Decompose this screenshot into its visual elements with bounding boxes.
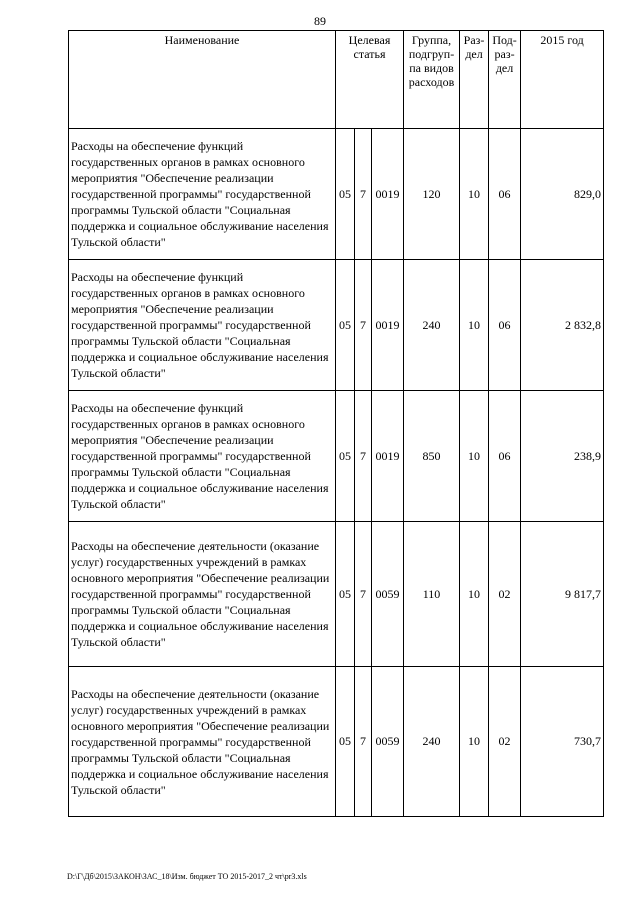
row-section: 10	[460, 391, 489, 522]
row-name: Расходы на обеспечение деятельности (оказание услуг) государственных учреждений в рамках основного мероприятия "Обеспечение реализации государственной программы" государственной программы Тульской области "Социальная поддержка и социальное обслуживание населения Тульской области"	[69, 667, 336, 817]
row-subsection: 02	[489, 522, 521, 667]
header-subsection: Под-раз-дел	[489, 31, 521, 129]
table-row	[69, 391, 604, 522]
row-name: Расходы на обеспечение функций государственных органов в рамках основного мероприятия "Обеспечение реализации государственной программы" государственной программы Тульской области "Социальная поддержка и социальное обслуживание населения Тульской области"	[69, 260, 336, 391]
row-subsection: 06	[489, 391, 521, 522]
row-group: 120	[404, 129, 460, 260]
budget-table	[68, 30, 604, 817]
row-section: 10	[460, 522, 489, 667]
row-section: 10	[460, 129, 489, 260]
row-amount: 829,0	[521, 129, 604, 260]
row-section: 10	[460, 260, 489, 391]
table-row	[69, 260, 604, 391]
row-cs3: 0019	[372, 129, 404, 260]
row-cs2: 7	[355, 129, 372, 260]
row-subsection: 06	[489, 129, 521, 260]
row-amount: 2 832,8	[521, 260, 604, 391]
footer-file-path: D:\Г\Дб\2015\ЗАКОН\ЗАС_18\Изм. бюджет ТО 2015-2017_2 чт\pr3.xls	[67, 872, 307, 881]
table-row	[69, 522, 604, 667]
table-row	[69, 667, 604, 817]
row-group: 240	[404, 260, 460, 391]
row-cs3: 0059	[372, 522, 404, 667]
row-cs2: 7	[355, 391, 372, 522]
row-cs2: 7	[355, 260, 372, 391]
row-section: 10	[460, 667, 489, 817]
header-year: 2015 год	[521, 31, 604, 129]
row-amount: 730,7	[521, 667, 604, 817]
row-amount: 9 817,7	[521, 522, 604, 667]
row-cs3: 0059	[372, 667, 404, 817]
row-amount: 238,9	[521, 391, 604, 522]
row-cs1: 05	[336, 260, 355, 391]
row-cs2: 7	[355, 667, 372, 817]
row-name: Расходы на обеспечение деятельности (оказание услуг) государственных учреждений в рамках основного мероприятия "Обеспечение реализации государственной программы" государственной программы Тульской области "Социальная поддержка и социальное обслуживание населения Тульской области"	[69, 522, 336, 667]
row-cs1: 05	[336, 522, 355, 667]
row-subsection: 06	[489, 260, 521, 391]
table-header-row	[69, 31, 604, 129]
row-cs1: 05	[336, 391, 355, 522]
row-cs3: 0019	[372, 391, 404, 522]
row-name: Расходы на обеспечение функций государственных органов в рамках основного мероприятия "Обеспечение реализации государственной программы" государственной программы Тульской области "Социальная поддержка и социальное обслуживание населения Тульской области"	[69, 129, 336, 260]
row-group: 240	[404, 667, 460, 817]
row-cs2: 7	[355, 522, 372, 667]
row-name: Расходы на обеспечение функций государственных органов в рамках основного мероприятия "Обеспечение реализации государственной программы" государственной программы Тульской области "Социальная поддержка и социальное обслуживание населения Тульской области"	[69, 391, 336, 522]
header-target-article: Целевая статья	[336, 31, 404, 129]
table-row	[69, 129, 604, 260]
header-expense-group: Группа, подгруп-па видов расходов	[404, 31, 460, 129]
row-cs1: 05	[336, 667, 355, 817]
header-name: Наименование	[69, 31, 336, 129]
row-subsection: 02	[489, 667, 521, 817]
row-cs1: 05	[336, 129, 355, 260]
row-cs3: 0019	[372, 260, 404, 391]
row-group: 850	[404, 391, 460, 522]
header-section: Раз-дел	[460, 31, 489, 129]
row-group: 110	[404, 522, 460, 667]
page-number: 89	[314, 14, 326, 28]
